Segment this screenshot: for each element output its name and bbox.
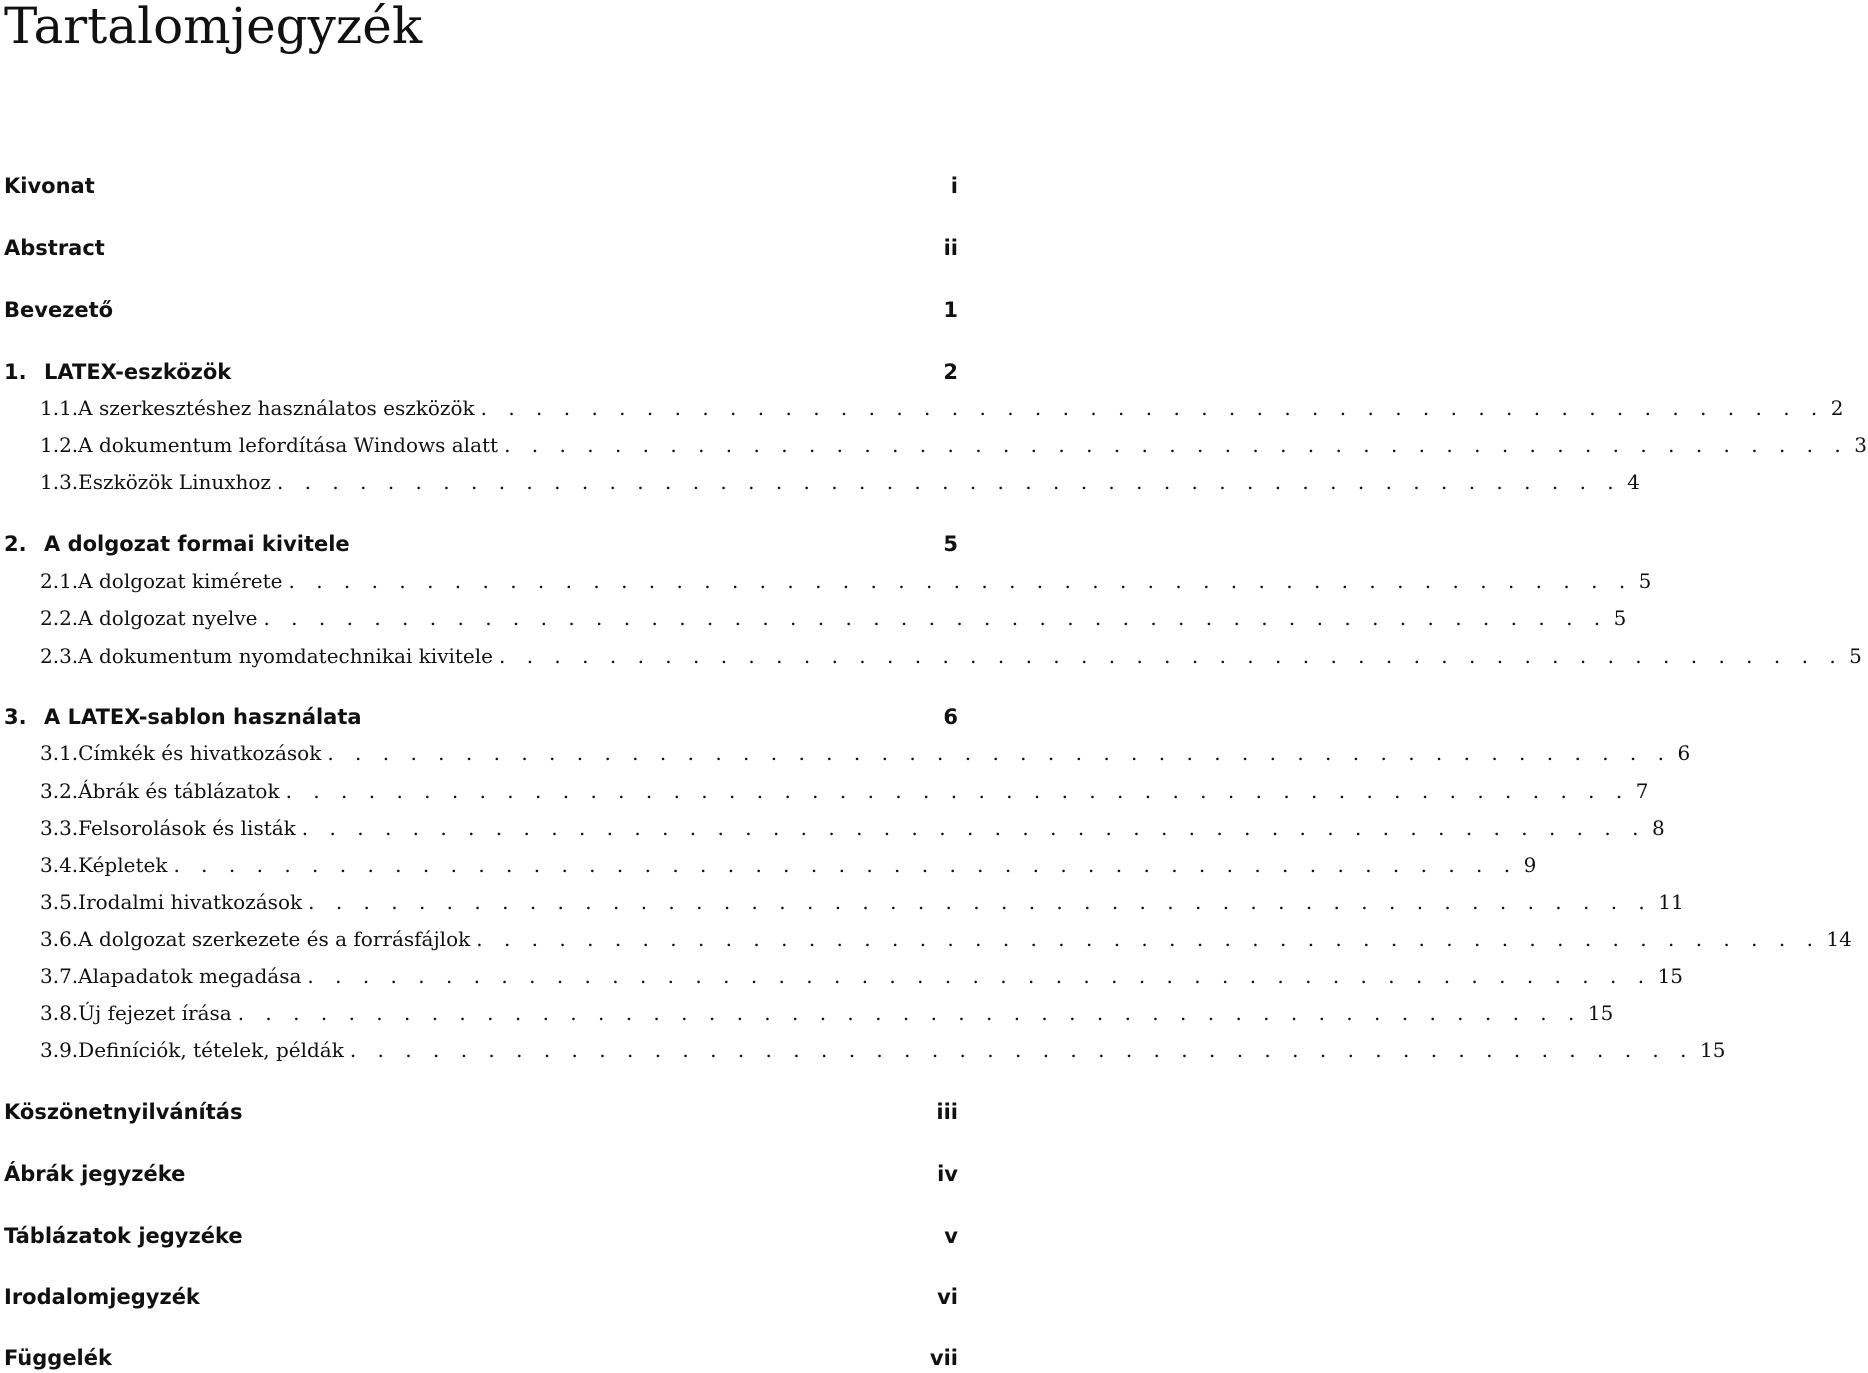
toc-entry-number: 3.7. <box>40 964 79 988</box>
toc-entry-number: 2.1. <box>40 569 79 593</box>
toc-entry-title: Ábrák és táblázatok <box>78 779 280 803</box>
toc-dot-leader: . . . . . . . . . . . . . . . . . . . . . . . . . . . . . . . . . . . . . . . . . . . . . . . . . <box>499 644 1844 668</box>
toc-dot-leader: . . . . . . . . . . . . . . . . . . . . . . . . . . . . . . . . . . . . . . . . . . . . . . . . . <box>307 964 1652 988</box>
toc-entry-page: 4 <box>1627 470 1640 494</box>
toc-entry[interactable] <box>0 233 960 263</box>
toc-entry-page: 6 <box>943 705 958 729</box>
toc-dot-leader: . . . . . . . . . . . . . . . . . . . . . . . . . . . . . . . . . . . . . . . . . . . . . . . . . <box>301 816 1646 840</box>
toc-entry-title: A szerkesztéshez használatos eszközök <box>78 396 475 420</box>
page-title: Tartalomjegyzék <box>4 0 423 55</box>
toc-entry-title: Függelék <box>4 1346 112 1370</box>
toc-dot-leader: . . . . . . . . . . . . . . . . . . . . . . . . . . . . . . . . . . . . . . . . . . . . . . . . . <box>349 1038 1694 1062</box>
toc-entry-number: 1.3. <box>40 470 79 494</box>
toc-entry-title: Abstract <box>4 236 105 260</box>
toc-entry[interactable] <box>0 393 1844 423</box>
toc-entry-title: Kivonat <box>4 174 95 198</box>
toc-entry-title: A dolgozat formai kivitele <box>44 532 350 556</box>
toc-entry-title: Alapadatok megadása <box>78 964 302 988</box>
toc-dot-leader: . . . . . . . . . . . . . . . . . . . . . . . . . . . . . . . . . . . . . . . . . . . . . . . . . <box>327 741 1672 765</box>
toc-entry-title: Köszönetnyilvánítás <box>4 1100 243 1124</box>
toc-entry[interactable] <box>0 430 1867 460</box>
toc-entry-page: 8 <box>1651 816 1665 840</box>
toc-entry-number: 3.3. <box>40 816 79 840</box>
toc-entry[interactable] <box>0 998 1614 1028</box>
toc-entry-page: 14 <box>1826 927 1852 951</box>
toc-entry-page: 9 <box>1523 853 1537 877</box>
toc-entry-number: 2.3. <box>40 644 79 668</box>
toc-entry-title: A dolgozat szerkezete és a forrásfájlok <box>78 927 471 951</box>
toc-entry-number: 1.1. <box>40 396 79 420</box>
toc-entry-page: 1 <box>943 298 958 322</box>
toc-dot-leader: . . . . . . . . . . . . . . . . . . . . . . . . . . . . . . . . . . . . . . . . . . . . . . . . . <box>276 470 1622 494</box>
toc-entry-title: Felsorolások és listák <box>78 816 296 840</box>
toc-entry-page: vi <box>937 1285 958 1309</box>
toc-entry-title: Bevezető <box>4 298 114 322</box>
toc-entry-number: 2. <box>4 532 27 556</box>
toc-entry-number: 3.1. <box>40 741 79 765</box>
toc-entry-page: vii <box>929 1346 958 1370</box>
toc-entry-number: 1.2. <box>40 433 79 457</box>
toc-dot-leader: . . . . . . . . . . . . . . . . . . . . . . . . . . . . . . . . . . . . . . . . . . . . . . . . . <box>476 927 1821 951</box>
toc-entry-page: 15 <box>1587 1001 1614 1025</box>
toc-entry[interactable] <box>0 1343 960 1373</box>
toc-entry[interactable] <box>0 357 960 387</box>
toc-dot-leader: . . . . . . . . . . . . . . . . . . . . . . . . . . . . . . . . . . . . . . . . . . . . . . . . . <box>263 606 1608 630</box>
toc-entry-page: 5 <box>1613 606 1627 630</box>
toc-entry[interactable] <box>0 738 1691 768</box>
toc-entry[interactable] <box>0 776 1649 806</box>
toc-entry-number: 3.5. <box>40 890 79 914</box>
toc-dot-leader: . . . . . . . . . . . . . . . . . . . . . . . . . . . . . . . . . . . . . . . . . . . . . . . . . <box>504 433 1849 457</box>
toc-entry-page: iii <box>936 1100 958 1124</box>
toc-entry-title: Táblázatok jegyzéke <box>4 1224 243 1248</box>
toc-entry-page: i <box>950 174 958 198</box>
toc-entry[interactable] <box>0 1282 960 1312</box>
toc-entry-page: 2 <box>943 360 958 384</box>
toc-entry[interactable] <box>0 566 1652 596</box>
toc-entry-page: 5 <box>1849 644 1862 668</box>
toc-entry-page: 6 <box>1677 741 1691 765</box>
toc-entry-number: 3.2. <box>40 779 79 803</box>
toc-entry[interactable] <box>0 529 960 559</box>
toc-entry-title: A dolgozat kimérete <box>78 569 283 593</box>
toc-entry[interactable] <box>0 1035 1726 1065</box>
toc-entry-page: 5 <box>1638 569 1652 593</box>
toc-entry[interactable] <box>0 702 960 732</box>
toc-entry[interactable] <box>0 1097 960 1127</box>
toc-entry-page: 11 <box>1658 890 1684 914</box>
toc-entry-title: LATEX-eszközök <box>44 360 232 384</box>
toc-entry[interactable] <box>0 295 960 325</box>
toc-entry-title: A dokumentum lefordítása Windows alatt <box>78 433 499 457</box>
toc-entry-number: 1. <box>4 360 27 384</box>
toc-entry-number: 3.4. <box>40 853 79 877</box>
toc-entry-page: 3 <box>1854 433 1867 457</box>
toc-entry[interactable] <box>0 961 1684 991</box>
toc-dot-leader: . . . . . . . . . . . . . . . . . . . . . . . . . . . . . . . . . . . . . . . . . . . . . . . . . <box>237 1001 1582 1025</box>
toc-entry-number: 3.6. <box>40 927 79 951</box>
toc-entry-page: iv <box>937 1162 958 1186</box>
toc-entry-page: 5 <box>943 532 958 556</box>
toc-entry-page: 15 <box>1657 964 1684 988</box>
toc-entry-number: 3.8. <box>40 1001 79 1025</box>
toc-entry[interactable] <box>0 641 1862 671</box>
toc-entry-number: 3.9. <box>40 1038 79 1062</box>
toc-entry-title: A LATEX-sablon használata <box>44 705 362 729</box>
toc-entry-page: ii <box>943 236 958 260</box>
toc-entry[interactable] <box>0 603 1627 633</box>
toc-entry[interactable] <box>0 924 1852 954</box>
toc-entry-title: Eszközök Linuxhoz <box>78 470 271 494</box>
toc-dot-leader: . . . . . . . . . . . . . . . . . . . . . . . . . . . . . . . . . . . . . . . . . . . . . . . . . <box>288 569 1633 593</box>
toc-entry[interactable] <box>0 171 960 201</box>
toc-entry-title: Irodalomjegyzék <box>4 1285 200 1309</box>
toc-entry-title: A dokumentum nyomdatechnikai kivitele <box>78 644 493 668</box>
toc-entry[interactable] <box>0 813 1665 843</box>
toc-dot-leader: . . . . . . . . . . . . . . . . . . . . . . . . . . . . . . . . . . . . . . . . . . . . . . . . . <box>480 396 1825 420</box>
toc-entry[interactable] <box>0 1221 960 1251</box>
toc-entry-title: A dolgozat nyelve <box>78 606 258 630</box>
toc-entry-title: Definíciók, tételek, példák <box>78 1038 344 1062</box>
toc-entry[interactable] <box>0 1159 960 1189</box>
toc-entry-title: Új fejezet írása <box>78 1001 232 1025</box>
toc-entry-page: 7 <box>1635 779 1649 803</box>
toc-entry-title: Képletek <box>78 853 168 877</box>
toc-dot-leader: . . . . . . . . . . . . . . . . . . . . . . . . . . . . . . . . . . . . . . . . . . . . . . . . . <box>308 890 1653 914</box>
toc-entry-page: 2 <box>1830 396 1844 420</box>
toc-dot-leader: . . . . . . . . . . . . . . . . . . . . . . . . . . . . . . . . . . . . . . . . . . . . . . . . . <box>173 853 1518 877</box>
toc-entry-title: Irodalmi hivatkozások <box>78 890 303 914</box>
toc-entry[interactable] <box>0 467 1640 497</box>
toc-entry-number: 2.2. <box>40 606 79 630</box>
toc-entry-page: v <box>944 1224 958 1248</box>
toc-entry-number: 3. <box>4 705 27 729</box>
toc-entry-page: 15 <box>1700 1038 1726 1062</box>
toc-entry[interactable] <box>0 887 1684 917</box>
toc-entry-title: Címkék és hivatkozások <box>78 741 322 765</box>
toc-entry[interactable] <box>0 850 1537 880</box>
toc-dot-leader: . . . . . . . . . . . . . . . . . . . . . . . . . . . . . . . . . . . . . . . . . . . . . . . . . <box>285 779 1630 803</box>
toc-entry-title: Ábrák jegyzéke <box>4 1162 186 1186</box>
